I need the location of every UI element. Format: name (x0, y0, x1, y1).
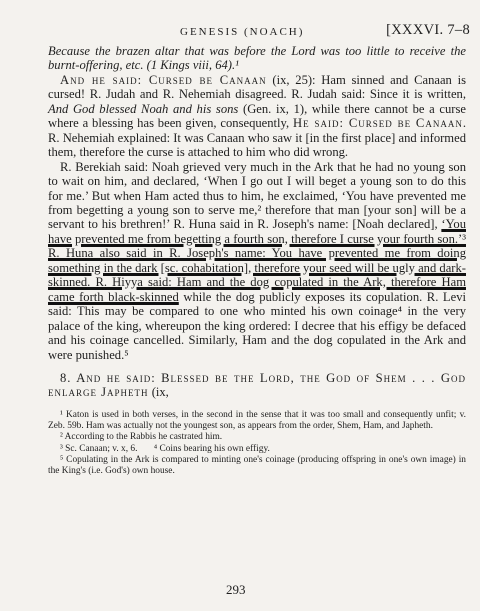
scripture-italic: And God blessed Noah and his sons (48, 101, 239, 116)
commentary-text: (ix, (148, 385, 169, 400)
footnotes (48, 410, 466, 478)
commentary-text: R. Berekiah said: Noah grieved very much in the Ark that he had no young son to wait on him, and declared, ‘When I go out I will beget a young son to do this for me.’ But when Ham acted thus to him, he exclaimed, ‘You have prevented me from begetting a young son to serve me,² therefore that man [your son] will be a servant to his brethren!’ R. Huna said in R. Joseph's name: [Noah declared], (48, 159, 466, 232)
verse-quote: Because the brazen altar that was before the Lord was too little to receive the burnt-offering, etc. (1 Kings viii, 64).¹ (48, 44, 466, 73)
commentary-text: (Gen. ix, 1), while there cannot be a curse where a blessing has been given, consequently, (48, 101, 466, 131)
page-header (50, 22, 470, 40)
paragraph-verse-8 (48, 371, 466, 400)
footnote: ² According to the Rabbis he castrated him. (60, 432, 223, 443)
main-text (48, 44, 466, 478)
commentary-text: . R. Nehemiah explained: It was Canaan who saw it [in the first place] and informed them, therefore the curse is attached to him who did wrong. (48, 116, 466, 160)
paragraph-verse-quote (48, 44, 466, 73)
footnote: ³ Sc. Canaan; v. x, 6. ⁴ Coins bearing his own effigy. (60, 443, 270, 454)
commentary-text: while the dog publicly exposes its copulation. R. Levi said: This may be compared to one who minted his own coinage⁴ in the very palace of the king, whereupon the king ordered: I decree that his effigy be defaced and his coinage cancelled. Similarly, Ham and the dog copulated in the Ark and were punished.⁵ (48, 289, 466, 362)
paragraph-cursed-canaan (48, 73, 466, 160)
chapter-reference: [XXXVI. 7–8 (386, 22, 470, 38)
running-head: GENESIS (NOACH) (180, 26, 305, 38)
paragraph-berekiah (48, 160, 466, 362)
page-number: 293 (226, 582, 246, 597)
verse-lemma: 8. And he said: Blessed be the Lord, the God of Shem . . . God enlarge Japheth (48, 370, 466, 400)
footnote: ¹ Katon is used in both verses, in the second in the sense that it was too small and consequently unfit; v. Zeb. 59b. Ham was actually not the youngest son, as appears from the order, Shem, Ham, and Japheth. (48, 409, 466, 432)
underlined-passage: ‘You have prevented me from begetting a fourth son, therefore I curse your fourth son.’³ R. Huna also said in R. Joseph's name: You have prevented me from doing something in the dark [sc. cohabitation], therefore your seed will be ugly and dark-skinned. R. Hiyya said: Ham and the dog copulated in the Ark, therefore Ham came forth black-skinned (48, 217, 466, 304)
commentary-text: (ix, 25): Ham sinned and Canaan is cursed! R. Judah and R. Nehemiah disagreed. R. Judah said: Since it is written, (48, 72, 467, 102)
verse-lemma: He said: Cursed be Canaan (293, 116, 463, 131)
footnote: ⁵ Copulating in the Ark is compared to minting one's coinage (producing offspring in one's own image) in the King's (i.e. God's) own house. (48, 455, 466, 477)
verse-lemma: And he said: Cursed be Canaan (60, 72, 267, 87)
